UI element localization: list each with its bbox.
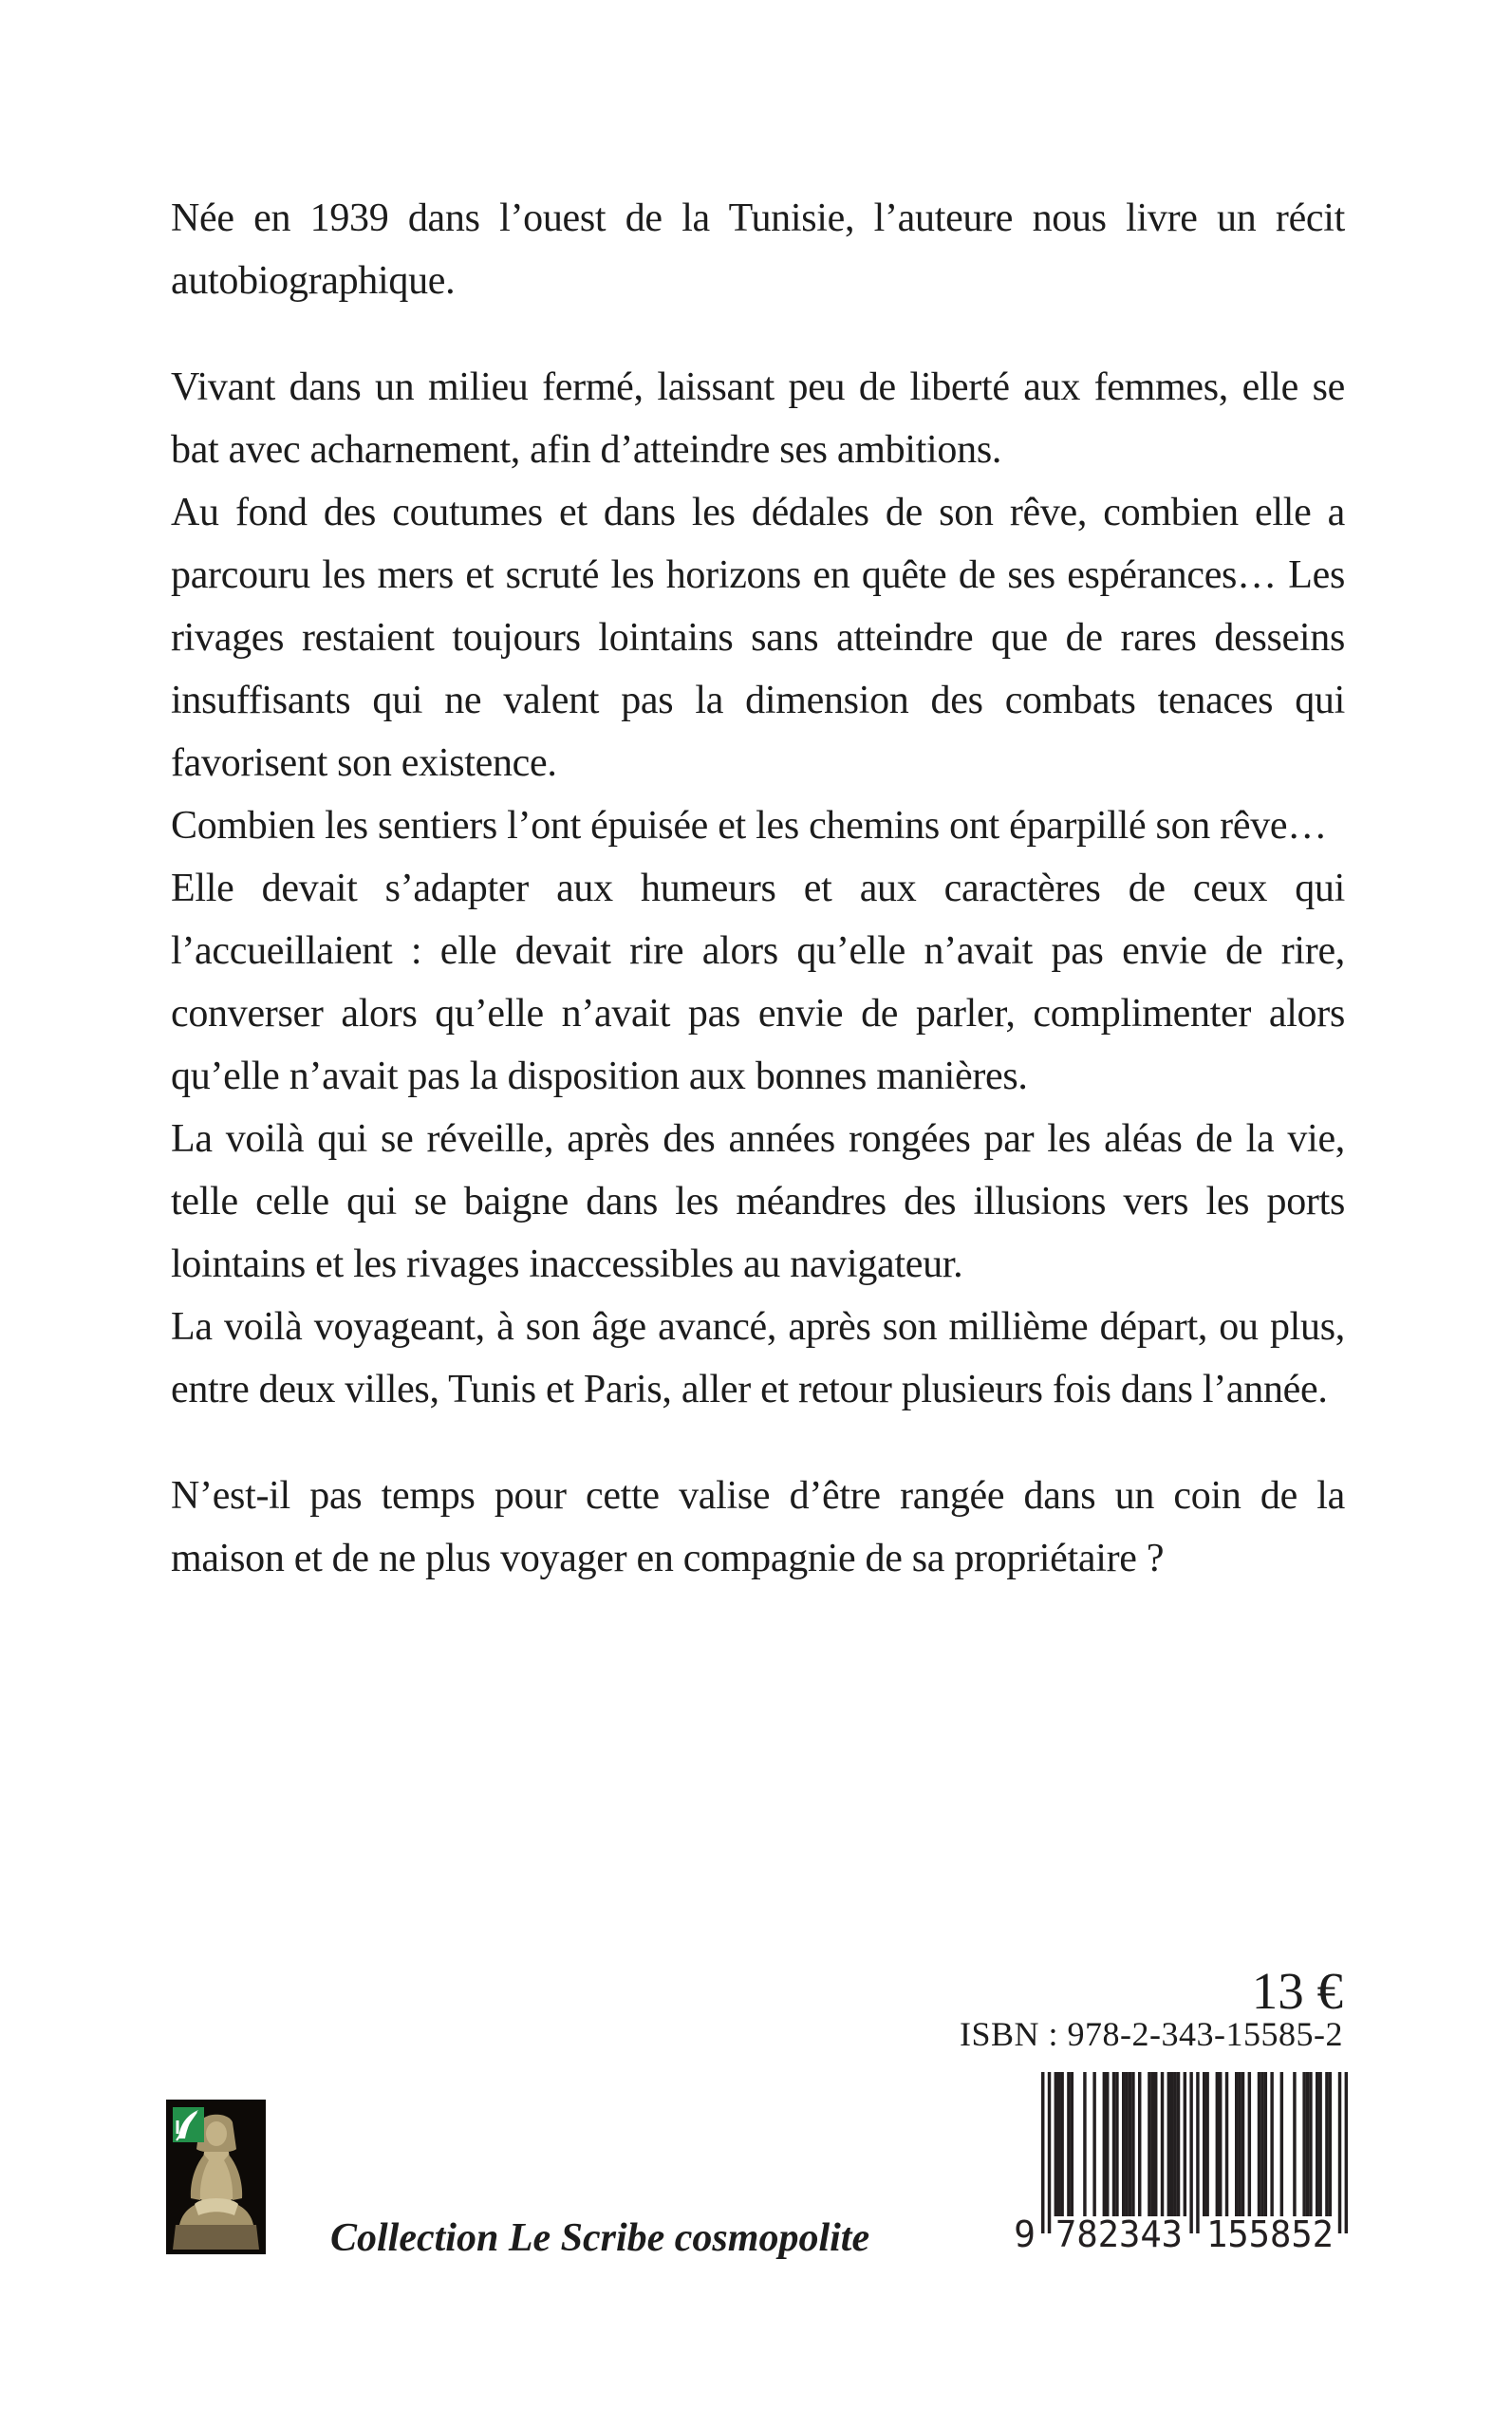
barcode-digits-left: 782343 <box>1055 2213 1183 2254</box>
synopsis-paragraph: La voilà qui se réveille, après des années rongées par les aléas de la vie, telle celle qui se baigne dans les méandres des illusions vers les ports lointains et les rivages inaccessibles au navigateur. <box>171 1117 1345 1286</box>
synopsis-paragraph: Née en 1939 dans l’ouest de la Tunisie, l’auteure nous livre un récit autobiographique. <box>171 196 1345 303</box>
synopsis-paragraph: Vivant dans un milieu fermé, laissant peu de liberté aux femmes, elle se bat avec acharnement, afin d’atteindre ses ambitions. <box>171 365 1345 472</box>
synopsis-paragraph: Au fond des coutumes et dans les dédales de son rêve, combien elle a parcouru les mers et scruté les horizons en quête de ses espérances… Les rivages restaient toujours lointains sans atteindre que de rares desseins insuffisants qui ne valent pas la dimension des combats tenaces qui favorisent son existence. <box>171 491 1345 785</box>
barcode-digits-right: 155852 <box>1206 2213 1334 2254</box>
ean13-barcode <box>1003 2072 1351 2254</box>
barcode-digit-first: 9 <box>1014 2213 1036 2254</box>
barcode-bars <box>1041 2072 1348 2233</box>
price-label: 13 € <box>1251 1962 1343 2020</box>
quill-feather-icon <box>173 2107 204 2142</box>
synopsis-paragraph: La voilà voyageant, à son âge avancé, après son millième départ, ou plus, entre deux villes, Tunis et Paris, aller et retour plusieurs fois dans l’année. <box>171 1305 1345 1411</box>
synopsis-paragraph: Combien les sentiers l’ont épuisée et les chemins ont éparpillé son rêve… <box>171 804 1327 848</box>
isbn-label: ISBN : 978-2-343-15585-2 <box>960 2015 1343 2053</box>
synopsis-paragraph: Elle devait s’adapter aux humeurs et aux caractères de ceux qui l’accueillaient : elle devait rire alors qu’elle n’avait pas envie de rire, converser alors qu’elle n’avait pas envie de parler, complimenter alors qu’elle n’avait pas la disposition aux bonnes manières. <box>171 867 1345 1098</box>
barcode-graphic <box>1003 2072 1351 2254</box>
collection-label: Collection Le Scribe cosmopolite <box>330 2216 870 2260</box>
synopsis-paragraph: N’est-il pas temps pour cette valise d’être rangée dans un coin de la maison et de ne plus voyager en compagnie de sa propriétaire ? <box>171 1474 1345 1580</box>
synopsis-block <box>171 187 1345 1590</box>
publisher-logo <box>166 2100 266 2254</box>
seated-scribe-statue-icon <box>166 2100 266 2254</box>
